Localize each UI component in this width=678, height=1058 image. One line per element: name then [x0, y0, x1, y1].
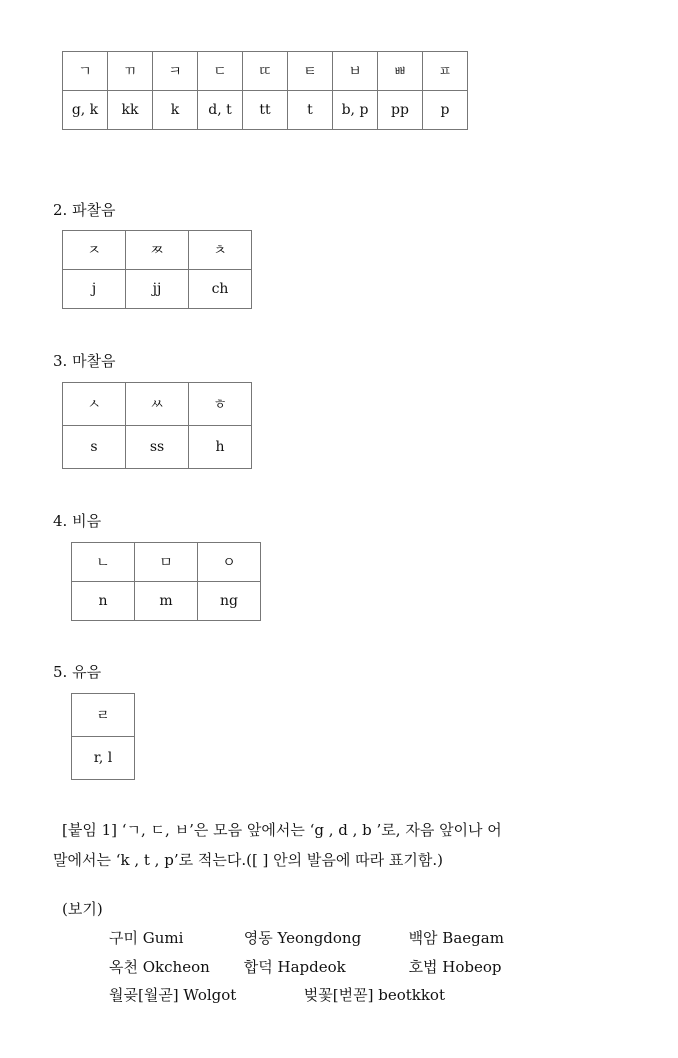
table-cell: pp: [378, 91, 423, 130]
table-cell: n: [72, 582, 135, 621]
affricates-title: 2. 파찰음: [53, 201, 116, 219]
table-cell: ㅌ: [288, 52, 333, 91]
table-cell: ㄴ: [72, 543, 135, 582]
example-item: 월곶[월곧] Wolgot: [109, 986, 237, 1004]
liquids-roman-row: [72, 737, 135, 780]
table-cell: ㅊ: [189, 231, 252, 270]
fricatives-table: [62, 382, 252, 469]
table-cell: ㄹ: [72, 694, 135, 737]
table-cell: ㅁ: [135, 543, 198, 582]
affricates-table: [62, 230, 252, 309]
fricatives-hangul-row: [63, 383, 252, 426]
table-cell: ㅈ: [63, 231, 126, 270]
table-cell: b, p: [333, 91, 378, 130]
table-cell: ㄷ: [198, 52, 243, 91]
table-cell: ㄲ: [108, 52, 153, 91]
table-cell: ㅎ: [189, 383, 252, 426]
stops-roman-row: [63, 91, 468, 130]
table-cell: ㅋ: [153, 52, 198, 91]
table-cell: ㅇ: [198, 543, 261, 582]
table-cell: j: [63, 270, 126, 309]
table-cell: m: [135, 582, 198, 621]
nasals-title: 4. 비음: [53, 512, 102, 530]
table-cell: ㄱ: [63, 52, 108, 91]
stops-hangul-row: [63, 52, 468, 91]
table-cell: r, l: [72, 737, 135, 780]
table-cell: jj: [126, 270, 189, 309]
note-line-1: [붙임 1] ‘ㄱ, ㄷ, ㅂ’은 모음 앞에서는 ‘g , d , b ’로, 자음 앞이나 어: [62, 821, 502, 839]
nasals-hangul-row: [72, 543, 261, 582]
example-item: 옥천 Okcheon: [109, 958, 210, 976]
table-cell: ㅃ: [378, 52, 423, 91]
note-line-2: 말에서는 ‘k , t , p’로 적는다.([ ] 안의 발음에 따라 표기함.): [53, 851, 444, 869]
liquids-hangul-row: [72, 694, 135, 737]
fricatives-title: 3. 마찰음: [53, 352, 116, 370]
table-cell: ㅉ: [126, 231, 189, 270]
table-cell: ㅆ: [126, 383, 189, 426]
nasals-table: [71, 542, 261, 621]
affricates-roman-row: [63, 270, 252, 309]
examples-row-2: [109, 956, 502, 977]
example-item: 벚꽃[벋꼳] beotkkot: [303, 986, 445, 1004]
liquids-table: [71, 693, 135, 780]
table-cell: ng: [198, 582, 261, 621]
table-cell: tt: [243, 91, 288, 130]
table-cell: d, t: [198, 91, 243, 130]
table-cell: ㅂ: [333, 52, 378, 91]
table-cell: s: [63, 426, 126, 469]
table-cell: t: [288, 91, 333, 130]
examples-row-1: [109, 927, 504, 948]
table-cell: ㅍ: [423, 52, 468, 91]
table-cell: p: [423, 91, 468, 130]
example-item: 호법 Hobeop: [408, 958, 502, 976]
table-cell: kk: [108, 91, 153, 130]
example-item: 백암 Baegam: [408, 929, 504, 947]
stops-table: [62, 51, 468, 130]
table-cell: h: [189, 426, 252, 469]
table-cell: g, k: [63, 91, 108, 130]
table-cell: k: [153, 91, 198, 130]
fricatives-roman-row: [63, 426, 252, 469]
table-cell: ss: [126, 426, 189, 469]
liquids-title: 5. 유음: [53, 663, 102, 681]
table-cell: ㄸ: [243, 52, 288, 91]
affricates-hangul-row: [63, 231, 252, 270]
nasals-roman-row: [72, 582, 261, 621]
table-cell: ㅅ: [63, 383, 126, 426]
example-item: 영동 Yeongdong: [243, 929, 362, 947]
example-item: 합덕 Hapdeok: [243, 958, 346, 976]
examples-title: (보기): [62, 900, 103, 918]
example-item: 구미 Gumi: [109, 929, 184, 947]
table-cell: ch: [189, 270, 252, 309]
examples-row-3: [109, 984, 445, 1005]
